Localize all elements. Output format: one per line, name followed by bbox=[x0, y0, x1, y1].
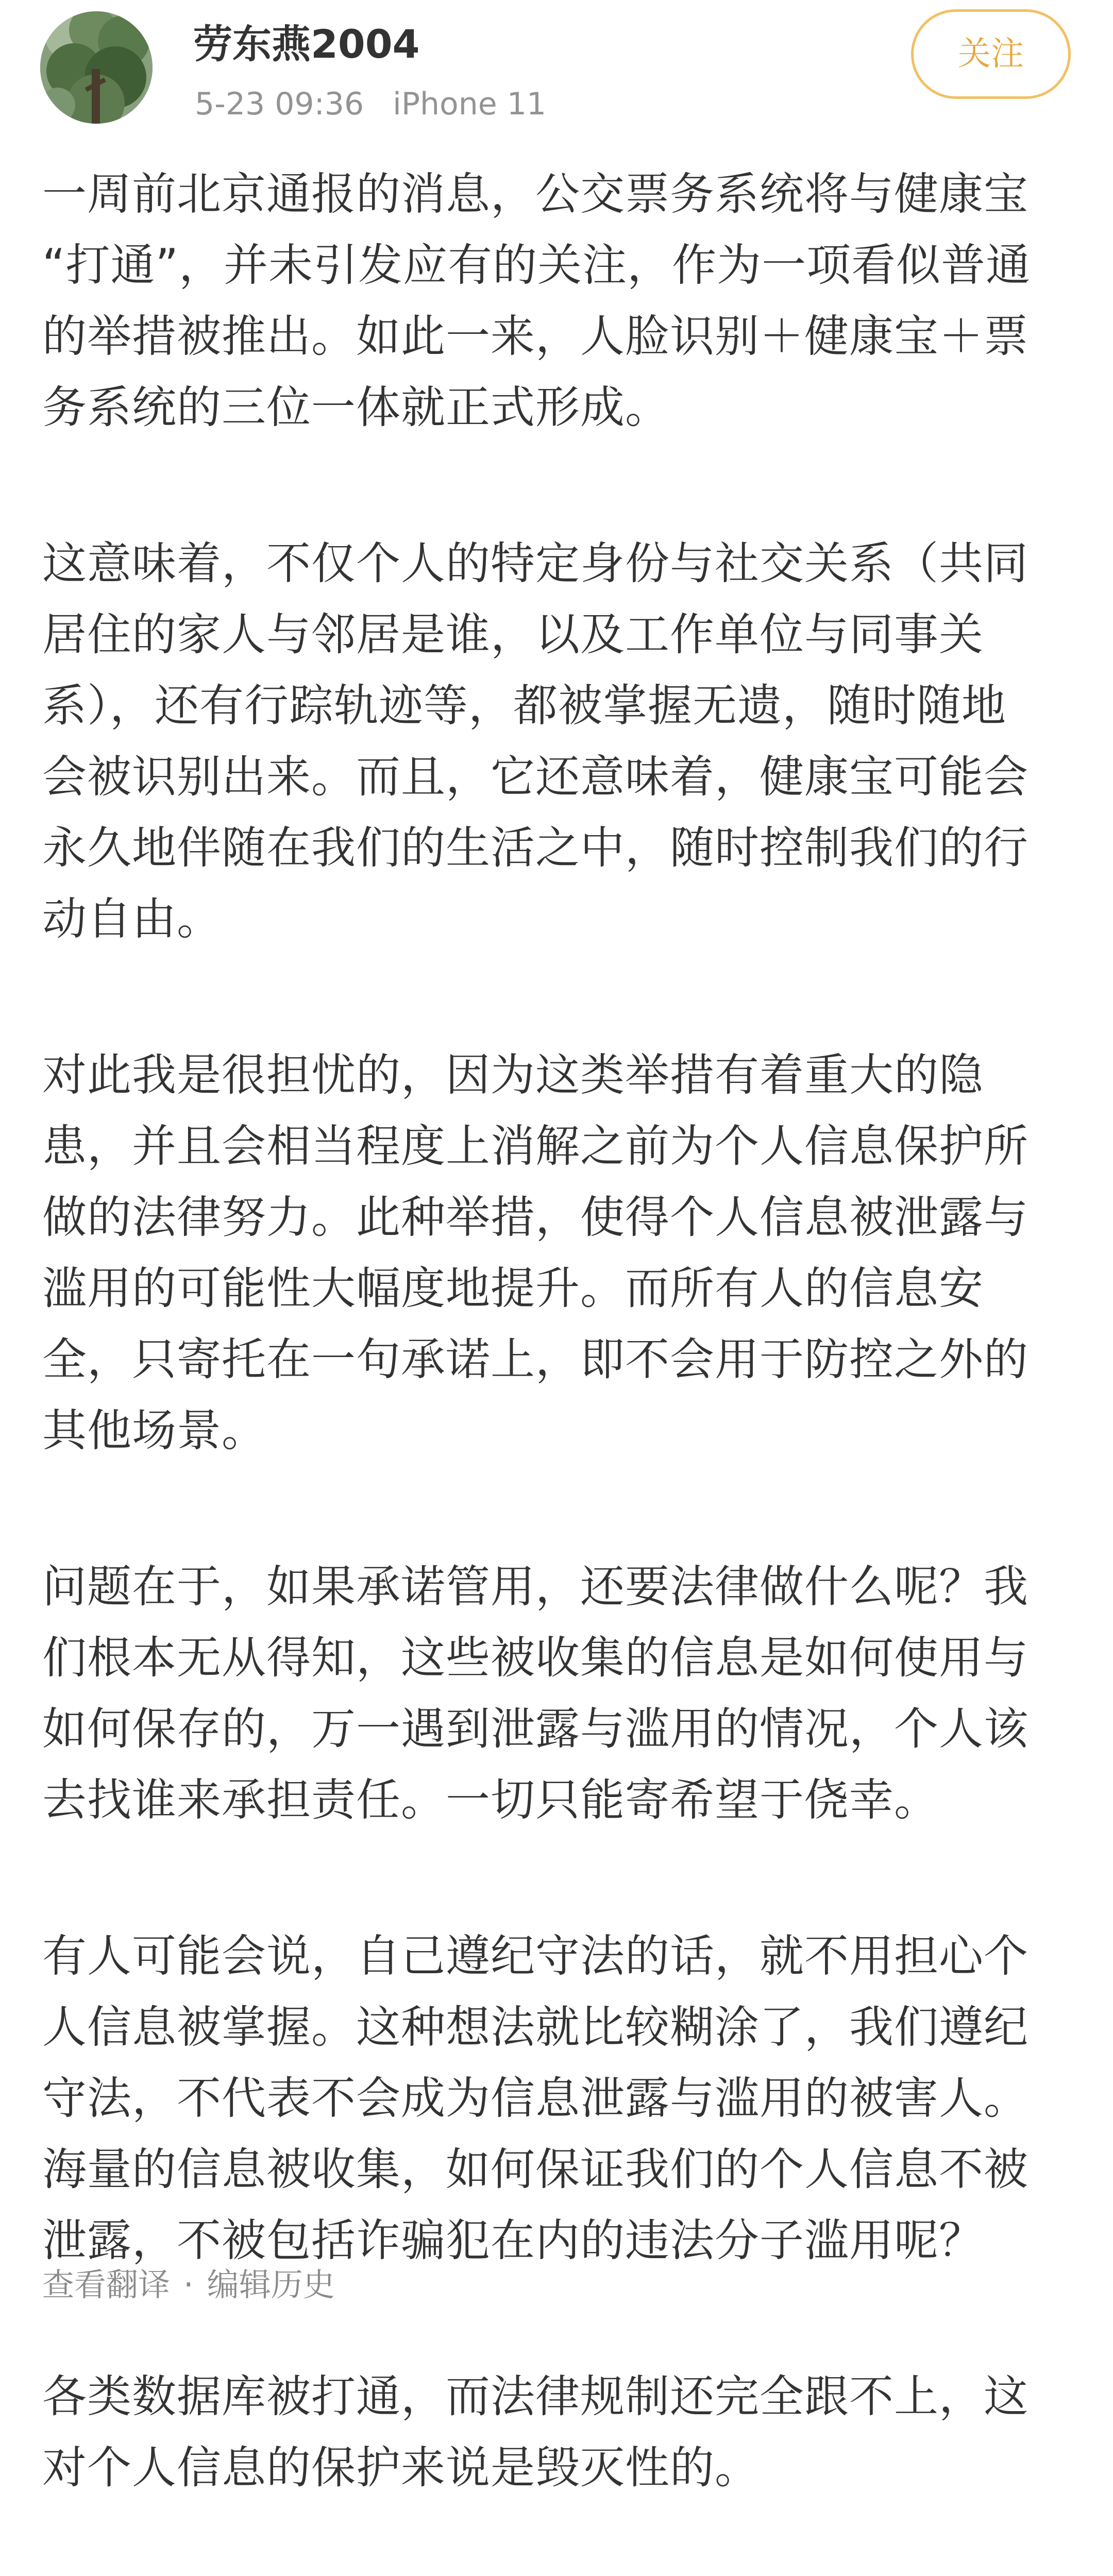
post-paragraph bbox=[42, 2361, 1078, 2503]
post-date: 5-23 09:36 bbox=[195, 86, 364, 122]
paragraph-line: 滥用的可能性大幅度地提升。而所有人的信息安 bbox=[42, 1263, 984, 1314]
paragraph-line: 去找谁来承担责任。一切只能寄希望于侥幸。 bbox=[42, 1774, 939, 1826]
post-paragraph bbox=[42, 1040, 1078, 1466]
post-paragraph bbox=[42, 1551, 1078, 1836]
edit-history-link[interactable]: 编辑历史 bbox=[207, 2266, 335, 2303]
paragraph-line: 对此我是很担忧的，因为这类举措有着重大的隐 bbox=[42, 1049, 984, 1101]
paragraph-line: 系），还有行踪轨迹等，都被掌握无遗，随时随地 bbox=[42, 680, 1006, 732]
avatar[interactable] bbox=[40, 11, 153, 124]
paragraph-line: 会被识别出来。而且，它还意味着，健康宝可能会 bbox=[42, 751, 1028, 803]
paragraph-line: 永久地伴随在我们的生活之中，随时控制我们的行 bbox=[42, 822, 1028, 874]
post-footer-links bbox=[42, 2264, 335, 2306]
paragraph-line: 患，并且会相当程度上消解之前为个人信息保护所 bbox=[42, 1121, 1028, 1172]
paragraph-line: 动自由。 bbox=[42, 893, 222, 945]
paragraph-line: 各类数据库被打通，而法律规制还完全跟不上，这 bbox=[42, 2371, 1028, 2422]
paragraph-line: 问题在于，如果承诺管用，还要法律做什么呢？我 bbox=[42, 1561, 1028, 1613]
follow-button[interactable]: 关注 bbox=[911, 9, 1071, 99]
post-paragraph bbox=[42, 159, 1078, 443]
paragraph-line: 务系统的三位一体就正式形成。 bbox=[42, 382, 670, 433]
paragraph-line: 人信息被掌握。这种想法就比较糊涂了，我们遵纪 bbox=[42, 2002, 1028, 2053]
author-name[interactable]: 劳东燕2004 bbox=[193, 21, 420, 67]
post-paragraph bbox=[42, 528, 1078, 955]
paragraph-line: 的举措被推出。如此一来，人脸识别＋健康宝＋票 bbox=[42, 311, 1028, 362]
footer-separator: · bbox=[183, 2266, 194, 2303]
post-paragraph bbox=[42, 1921, 1078, 2276]
paragraph-line: 居住的家人与邻居是谁，以及工作单位与同事关 bbox=[42, 609, 984, 660]
paragraph-line: 对个人信息的保护来说是毁灭性的。 bbox=[42, 2442, 760, 2494]
paragraph-line: 做的法律努力。此种举措，使得个人信息被泄露与 bbox=[42, 1192, 1028, 1243]
translate-link[interactable]: 查看翻译 bbox=[42, 2266, 171, 2303]
paragraph-line: 泄露，不被包括诈骗犯在内的违法分子滥用呢？ bbox=[42, 2215, 984, 2266]
paragraph-line: 们根本无从得知，这些被收集的信息是如何使用与 bbox=[42, 1632, 1028, 1684]
paragraph-line: 海量的信息被收集，如何保证我们的个人信息不被 bbox=[42, 2144, 1028, 2195]
paragraph-line: 守法，不代表不会成为信息泄露与滥用的被害人。 bbox=[42, 2073, 1028, 2124]
paragraph-line: 一周前北京通报的消息，公交票务系统将与健康宝 bbox=[42, 168, 1028, 220]
post-header bbox=[0, 0, 1113, 155]
paragraph-line: 其他场景。 bbox=[42, 1405, 266, 1456]
paragraph-line: “打通”，并未引发应有的关注，作为一项看似普通 bbox=[42, 240, 1031, 291]
tree-photo-avatar-icon bbox=[40, 11, 153, 124]
paragraph-line: 如何保存的，万一遇到泄露与滥用的情况，个人该 bbox=[42, 1703, 1028, 1755]
post-device: iPhone 11 bbox=[393, 86, 547, 122]
post-body bbox=[42, 159, 1078, 2576]
post-meta bbox=[195, 82, 546, 126]
paragraph-line: 全，只寄托在一句承诺上，即不会用于防控之外的 bbox=[42, 1334, 1028, 1385]
paragraph-line: 有人可能会说，自己遵纪守法的话，就不用担心个 bbox=[42, 1930, 1028, 1982]
paragraph-line: 这意味着，不仅个人的特定身份与社交关系（共同 bbox=[42, 538, 1028, 589]
